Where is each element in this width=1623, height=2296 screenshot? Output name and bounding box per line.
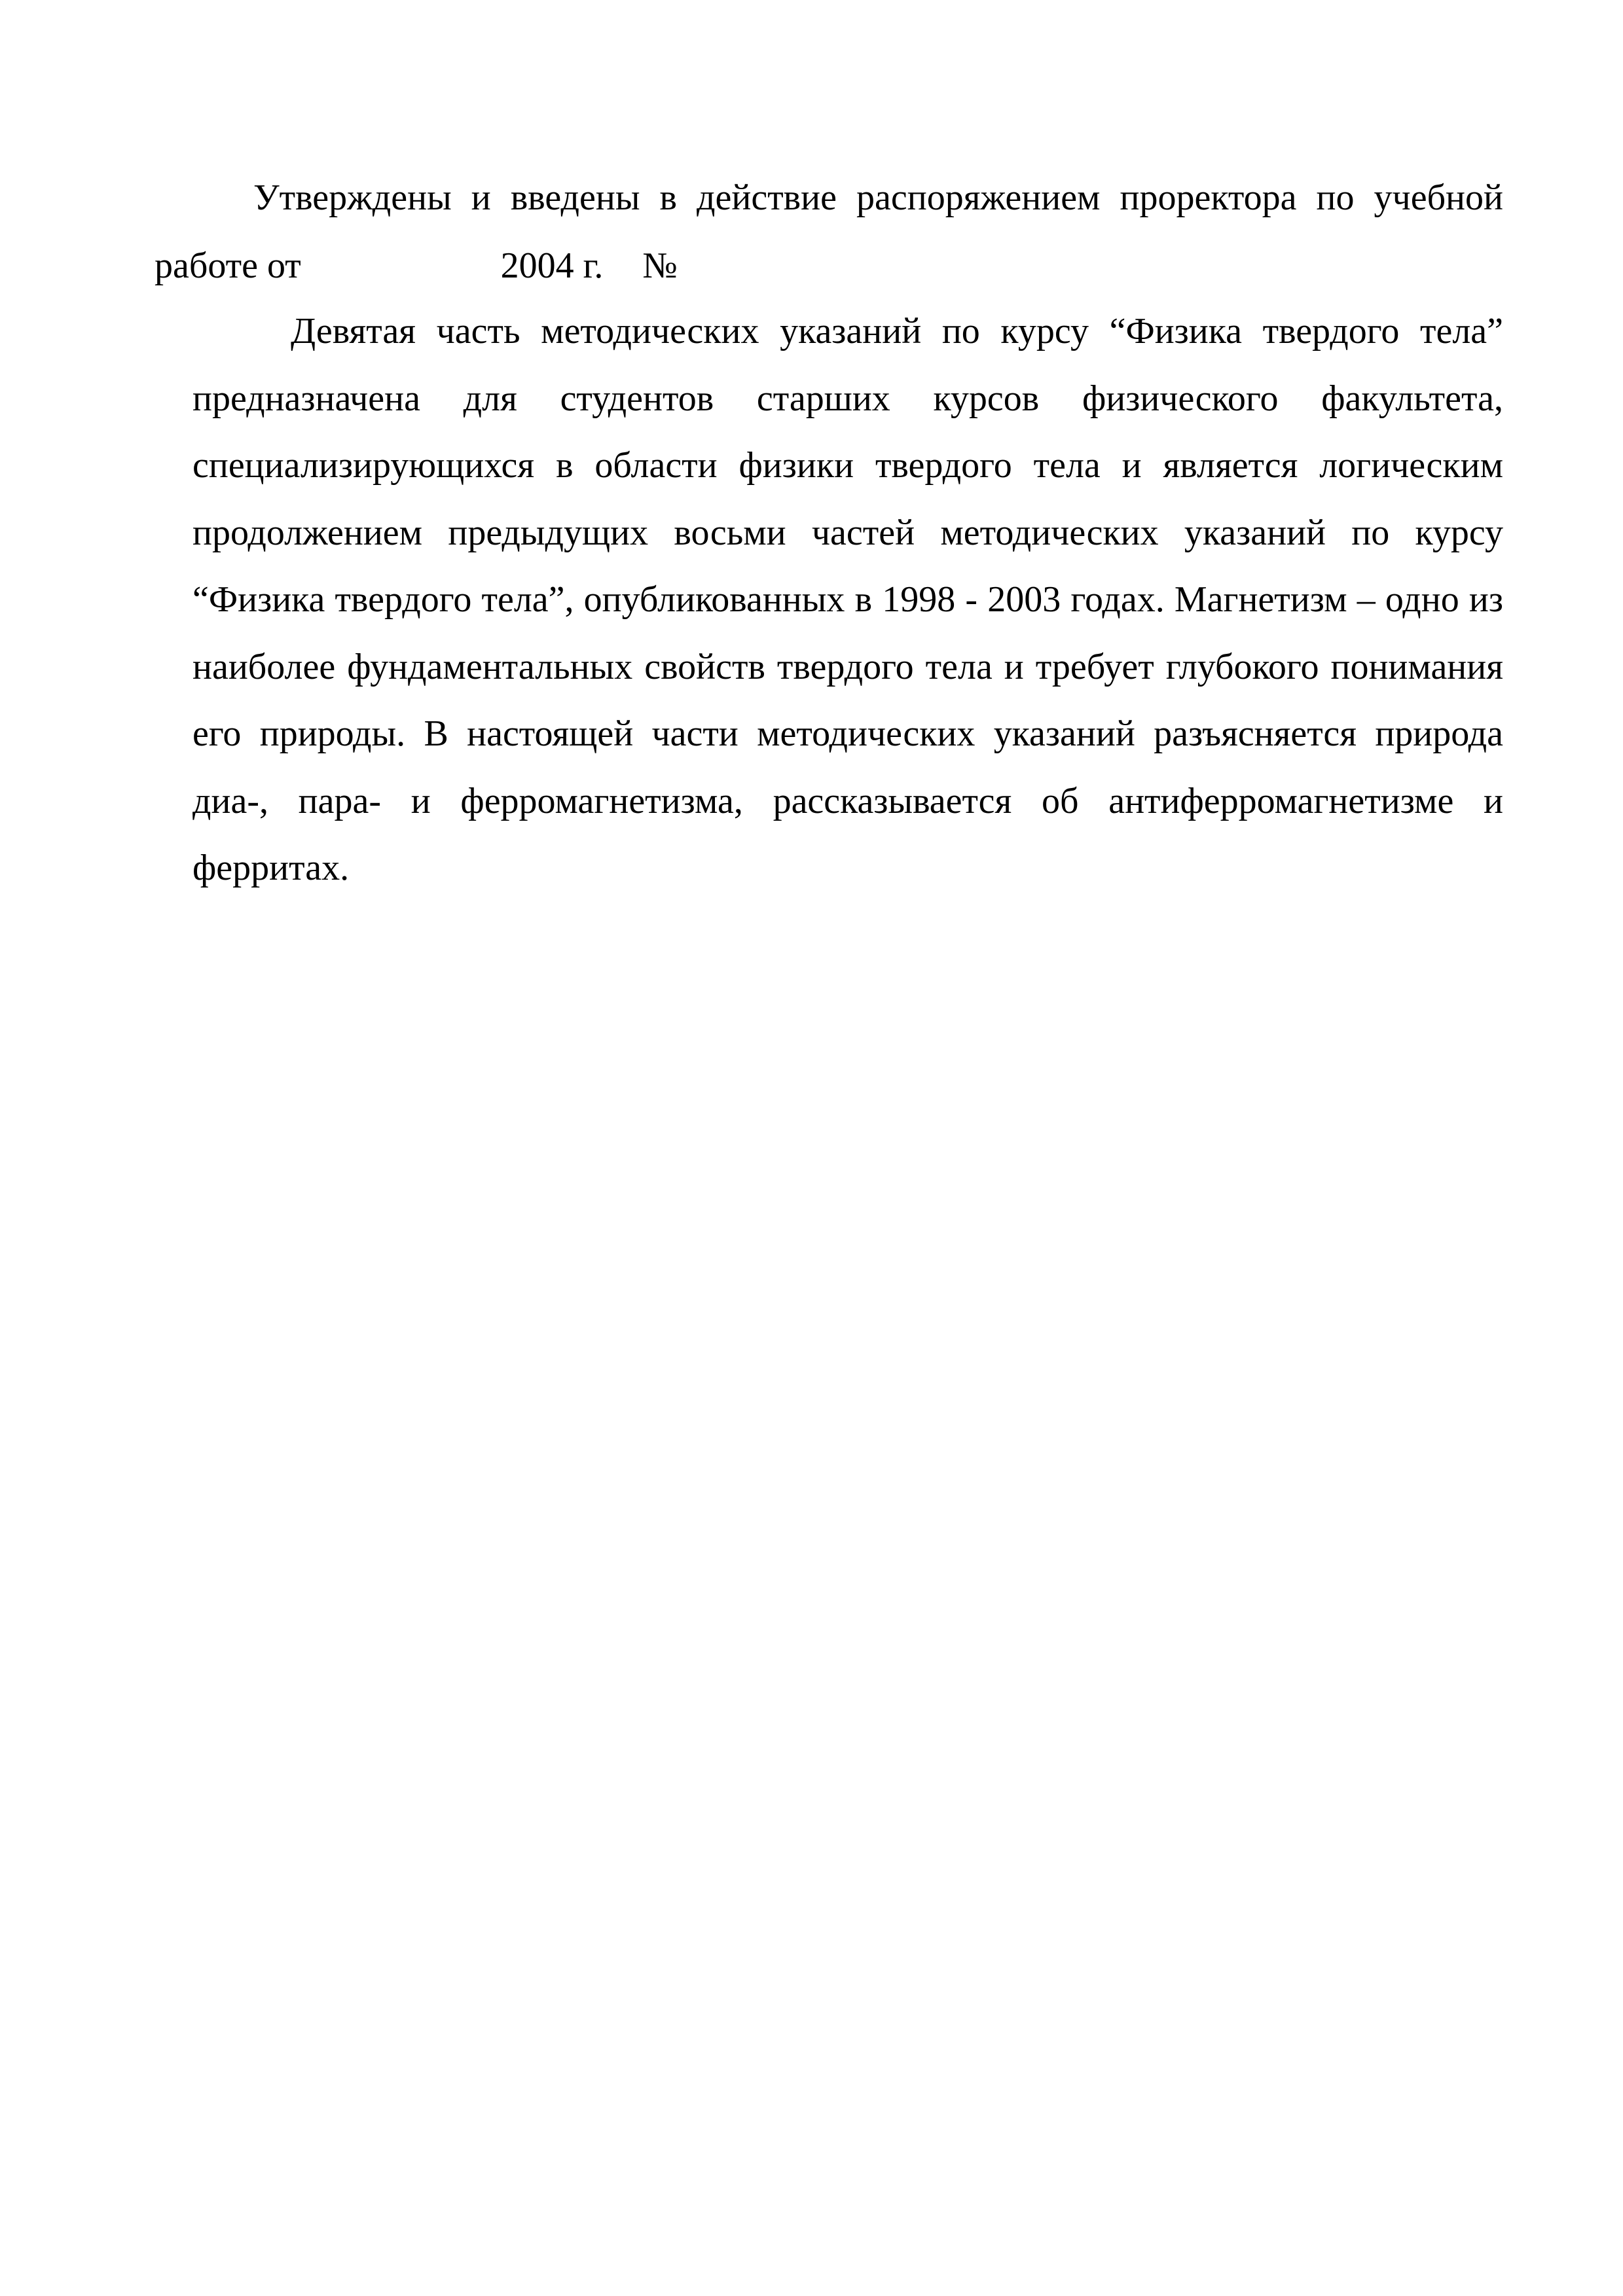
approval-number-sign: № [642,245,678,286]
approval-line-2 [155,232,1503,300]
approval-line-1: Утверждены и введены в действие распоряжением проректора по учебной [253,177,1503,218]
approval-year: 2004 г. [500,245,604,286]
approval-statement [155,164,1503,300]
approval-prefix: работе от [155,245,301,286]
annotation-paragraph: Девятая часть методических указаний по курсу “Физика твердого тела” предназначена для студентов старших курсов физического факультета, специализирующихся в области физики твердого тела и является логическим продолжением предыдущих восьми частей методических указаний по курсу “Физика твердого тела”, опубликованных в 1998 - 2003 годах. Магнетизм – одно из наиболее фундаментальных свойств твердого тела и требует глубокого понимания его природы. В настоящей части методических указаний разъясняется природа диа-, пара- и ферромагнетизма, рассказывается об антиферромагнетизме и ферритах. [192,311,1503,888]
